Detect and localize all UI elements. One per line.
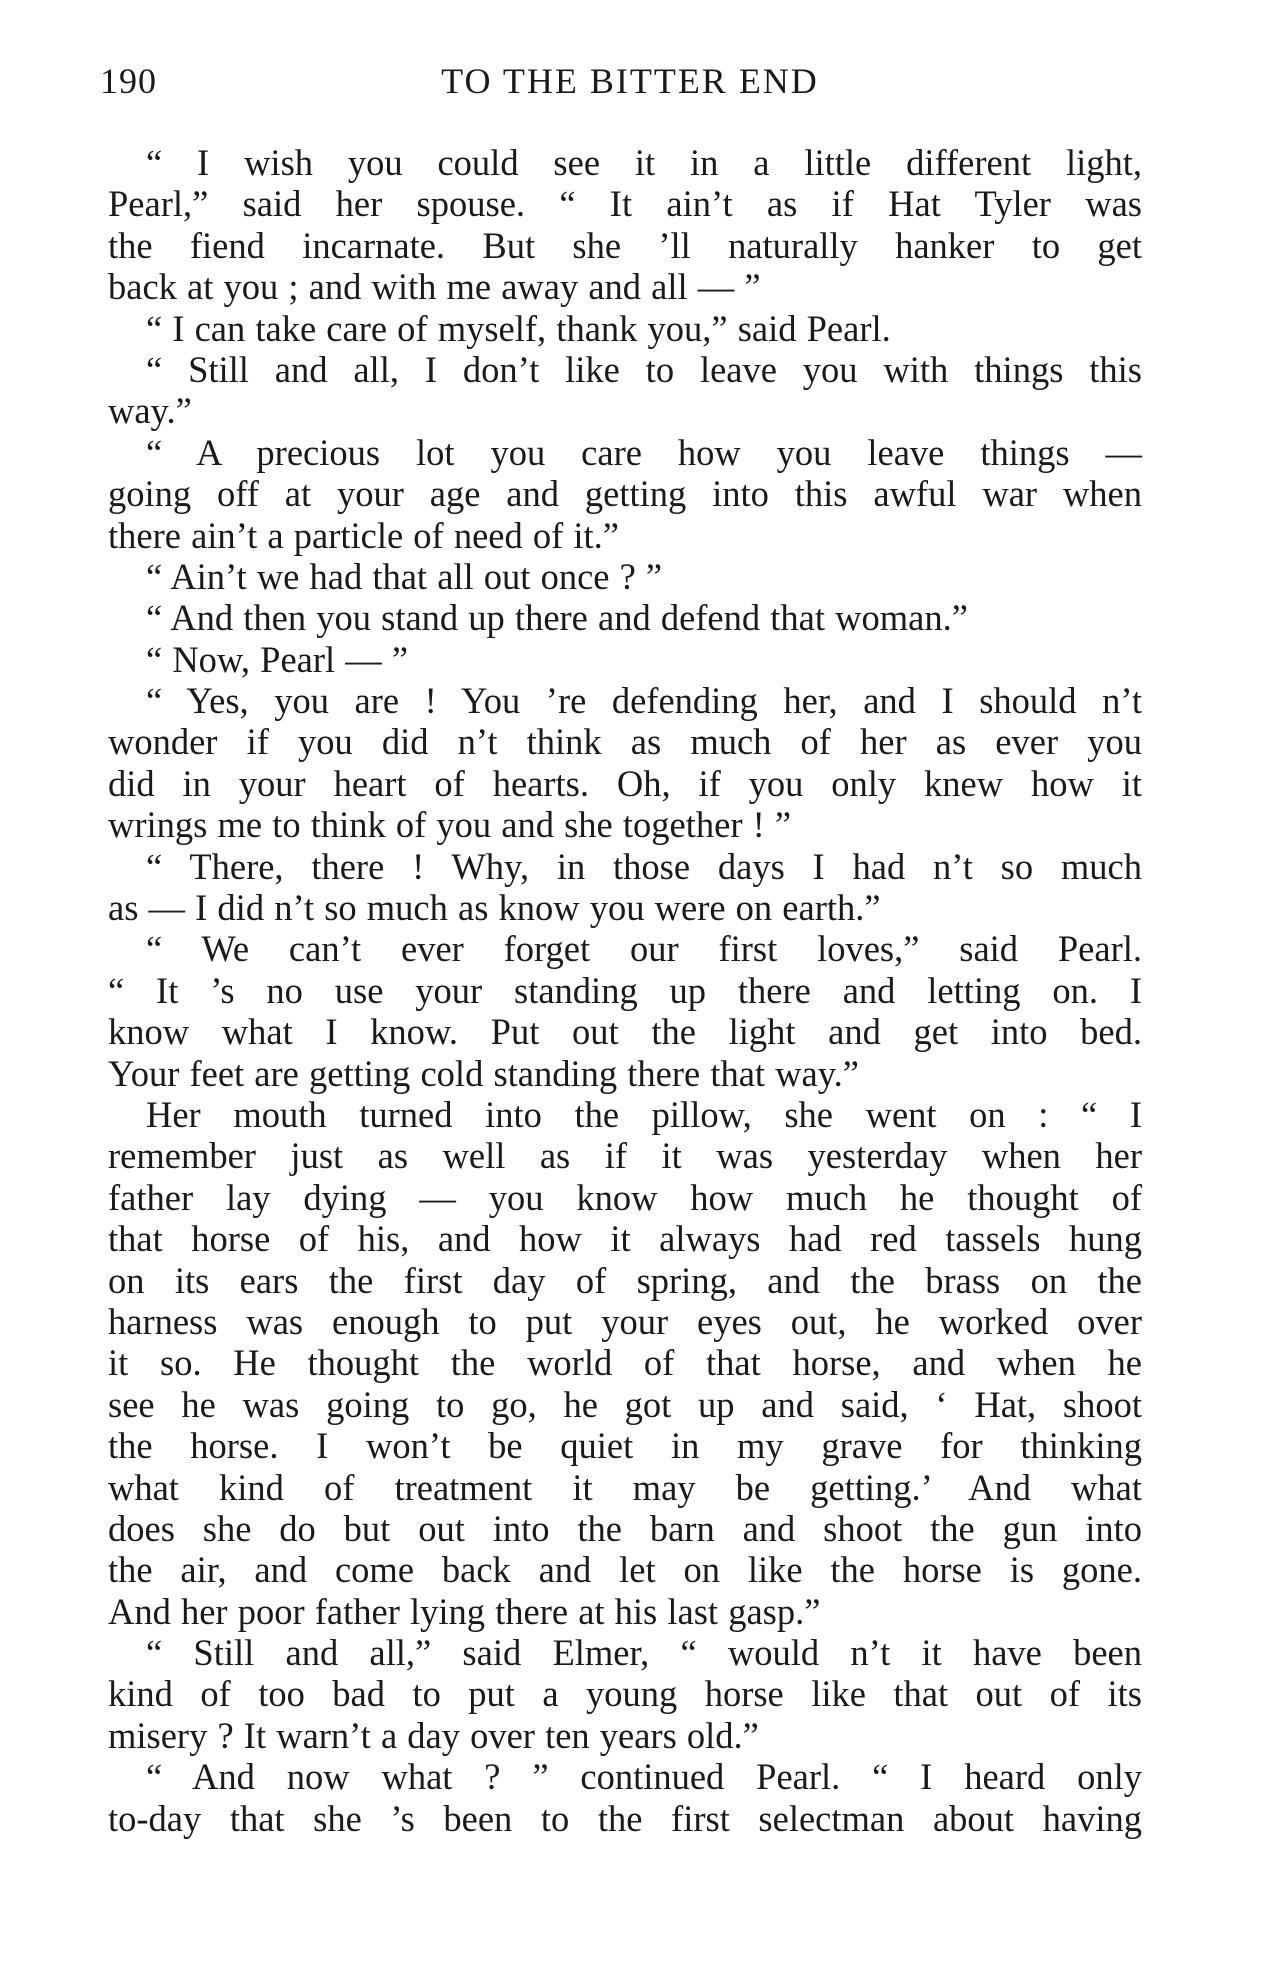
text-line: “ There, there ! Why, in those days I had n’t so much [146, 845, 1142, 887]
text-line: “ Now, Pearl — ” [146, 638, 409, 680]
text-line: “ A precious lot you care how you leave things — [146, 431, 1142, 473]
text-line: remember just as well as if it was yesterday when her [108, 1135, 1142, 1177]
text-line: “ Yes, you are ! You ’re defending her, and I should n’t [146, 680, 1142, 722]
text-line: kind of too bad to put a young horse like that out of its [108, 1673, 1142, 1715]
text-line: as — I did n’t so much as know you were on earth.” [108, 887, 881, 929]
text-line: way.” [108, 390, 192, 432]
text-line: does she do but out into the barn and shoot the gun into [108, 1507, 1142, 1549]
text-line: did in your heart of hearts. Oh, if you only knew how it [108, 762, 1142, 804]
text-line: the air, and come back and let on like the horse is gone. [108, 1549, 1142, 1591]
running-head [100, 60, 1140, 110]
running-title: TO THE BITTER END [441, 61, 819, 101]
text-line: to-day that she ’s been to the first selectman about having [108, 1797, 1142, 1839]
text-line: “ Ain’t we had that all out once ? ” [146, 555, 663, 597]
text-line: wonder if you did n’t think as much of her as ever you [108, 721, 1142, 763]
text-line: “ And then you stand up there and defend that woman.” [146, 597, 968, 639]
text-line: Pearl,” said her spouse. “ It ain’t as if Hat Tyler was [108, 183, 1142, 225]
text-line: see he was going to go, he got up and said, ‘ Hat, shoot [108, 1383, 1142, 1425]
text-line: there ain’t a particle of need of it.” [108, 514, 619, 556]
text-line: “ I wish you could see it in a little different light, [146, 142, 1142, 183]
text-line: back at you ; and with me away and all — ” [108, 266, 761, 308]
text-line: “ We can’t ever forget our first loves,” said Pearl. [146, 928, 1142, 970]
text-line: And her poor father lying there at his last gasp.” [108, 1590, 821, 1632]
text-line: Your feet are getting cold standing there that way.” [108, 1052, 859, 1094]
text-line: the horse. I won’t be quiet in my grave for thinking [108, 1425, 1142, 1467]
text-line: “ Still and all,” said Elmer, “ would n’t it have been [146, 1632, 1142, 1674]
text-line: “ It ’s no use your standing up there and letting on. I [108, 969, 1142, 1011]
text-line: father lay dying — you know how much he thought of [108, 1176, 1142, 1218]
text-line: misery ? It warn’t a day over ten years old.” [108, 1714, 759, 1756]
page-number: 190 [100, 61, 157, 101]
text-line: harness was enough to put your eyes out, he worked over [108, 1300, 1142, 1342]
text-line: “ Still and all, I don’t like to leave you with things this [146, 348, 1142, 390]
text-line: what kind of treatment it may be getting.’ And what [108, 1466, 1142, 1508]
text-line: wrings me to think of you and she together ! ” [108, 804, 792, 846]
text-line: “ And now what ? ” continued Pearl. “ I heard only [146, 1756, 1142, 1798]
text-line: on its ears the first day of spring, and the brass on the [108, 1259, 1142, 1301]
text-line: going off at your age and getting into this awful war when [108, 473, 1142, 515]
text-line: “ I can take care of myself, thank you,” said Pearl. [146, 307, 891, 349]
text-line: the fiend incarnate. But she ’ll naturally hanker to get [108, 224, 1142, 266]
body-text [108, 142, 1142, 1839]
text-line: it so. He thought the world of that horse, and when he [108, 1342, 1142, 1384]
text-line: Her mouth turned into the pillow, she went on : “ I [146, 1093, 1142, 1135]
text-line: that horse of his, and how it always had red tassels hung [108, 1218, 1142, 1260]
text-line: know what I know. Put out the light and get into bed. [108, 1011, 1142, 1053]
